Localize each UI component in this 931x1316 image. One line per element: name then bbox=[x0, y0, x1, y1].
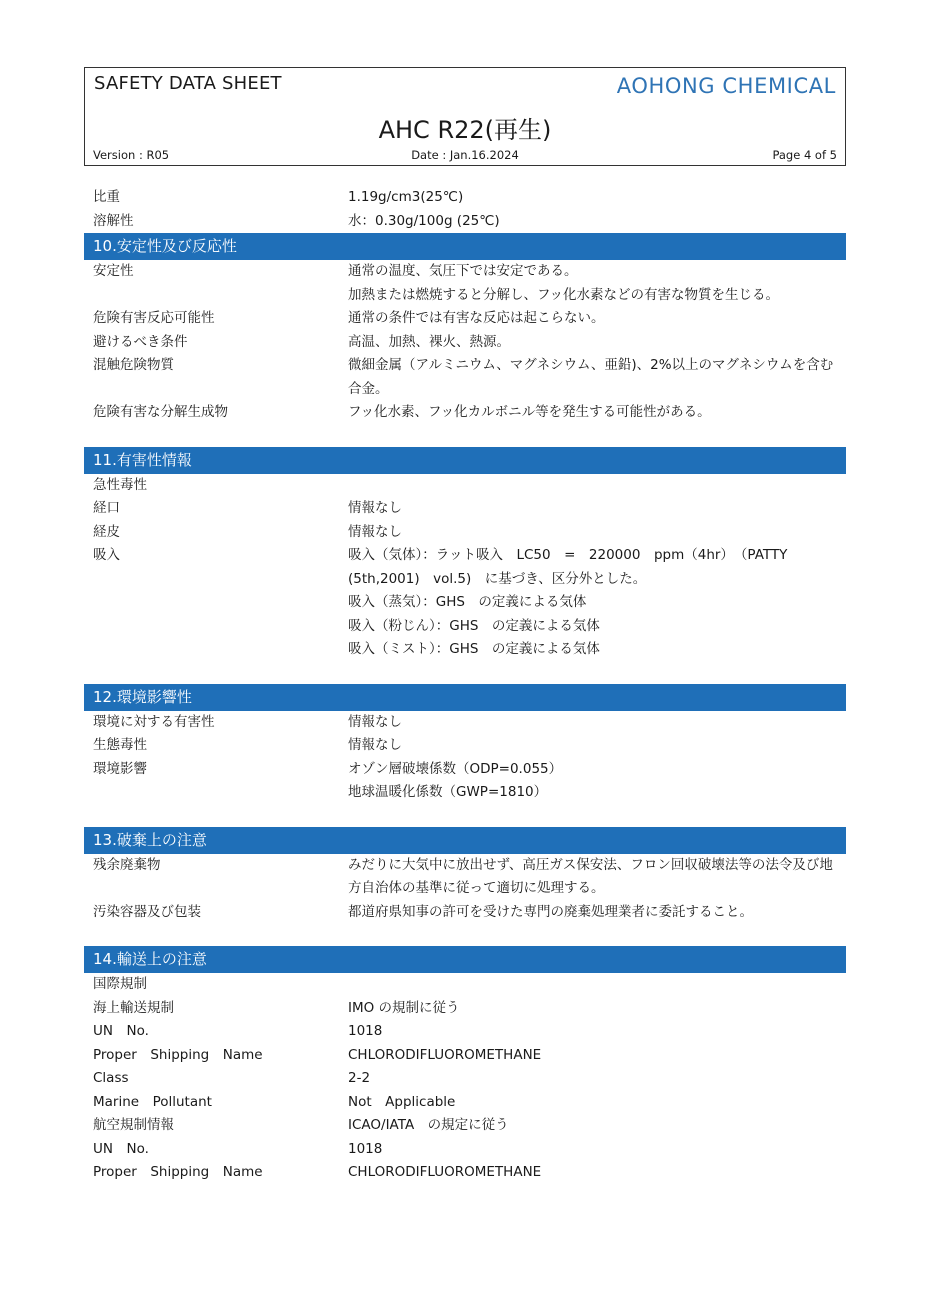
property-row bbox=[84, 210, 846, 234]
property-row bbox=[84, 354, 846, 401]
property-label: UN No. bbox=[93, 1140, 149, 1157]
property-row bbox=[84, 734, 846, 758]
property-row bbox=[84, 307, 846, 331]
property-value: 通常の温度、気圧下では安定である。 bbox=[348, 263, 578, 279]
property-value: みだりに大気中に放出せず、高圧ガス保安法、フロン回収破壊法等の法令及び地方自治体の基準に従って適切に処理する。 bbox=[348, 856, 833, 896]
property-value: 微細金属（アルミニウム、マグネシウム、亜鉛)、2%以上のマグネシウムを含む合金。 bbox=[348, 357, 834, 397]
property-label: 吸入 bbox=[93, 547, 120, 563]
property-label: 汚染容器及び包装 bbox=[93, 903, 201, 920]
property-label: 海上輸送規制 bbox=[93, 999, 174, 1016]
property-label: 危険有害な分解生成物 bbox=[93, 404, 228, 420]
property-row bbox=[84, 260, 846, 284]
property-label: 危険有害反応可能性 bbox=[93, 310, 215, 326]
property-label: 溶解性 bbox=[93, 212, 134, 229]
property-value: 情報なし bbox=[348, 737, 402, 753]
property-label: Proper Shipping Name bbox=[93, 1046, 263, 1063]
property-value: オゾン層破壊係数（ODP=0.055） bbox=[348, 760, 563, 777]
property-label: 航空規制情報 bbox=[93, 1117, 174, 1133]
document-type: SAFETY DATA SHEET bbox=[94, 73, 282, 94]
product-title: AHC R22(再生) bbox=[378, 116, 552, 144]
property-label: UN No. bbox=[93, 1023, 149, 1039]
property-label: 避けるべき条件 bbox=[93, 333, 188, 350]
property-label: 国際規制 bbox=[93, 976, 147, 992]
property-value: 1018 bbox=[348, 1023, 383, 1039]
property-row bbox=[84, 854, 846, 901]
property-label: 生態毒性 bbox=[93, 737, 147, 753]
property-label: 環境に対する有害性 bbox=[93, 713, 215, 730]
date: Date : Jan.16.2024 bbox=[411, 148, 519, 162]
property-value: 2-2 bbox=[348, 1070, 371, 1086]
spacer bbox=[84, 805, 846, 827]
property-label: Class bbox=[93, 1070, 129, 1086]
property-row bbox=[84, 638, 846, 662]
property-label: 経口 bbox=[93, 500, 120, 516]
property-value: 水：0.30g/100g (25℃) bbox=[348, 212, 500, 229]
property-label: 安定性 bbox=[93, 263, 134, 279]
property-value: 地球温暖化係数（GWP=1810） bbox=[348, 784, 548, 800]
property-row bbox=[84, 1020, 846, 1044]
property-label: 残余廃棄物 bbox=[93, 856, 161, 873]
property-row bbox=[84, 997, 846, 1021]
spacer bbox=[84, 425, 846, 447]
property-value: ICAO/IATA の規定に従う bbox=[348, 1117, 509, 1133]
property-value: IMO の規制に従う bbox=[348, 999, 460, 1016]
property-value: 吸入（粉じん）：GHS の定義による気体 bbox=[348, 617, 600, 634]
property-value: 情報なし bbox=[348, 713, 402, 730]
property-row bbox=[84, 1091, 846, 1115]
section-10-header: 10.安定性及び反応性 bbox=[84, 233, 846, 260]
spacer bbox=[84, 924, 846, 946]
property-label: 環境影響 bbox=[93, 760, 147, 777]
property-row bbox=[84, 521, 846, 545]
property-row bbox=[84, 284, 846, 308]
property-row bbox=[84, 973, 846, 997]
property-row bbox=[84, 1044, 846, 1068]
property-row bbox=[84, 758, 846, 782]
property-value: 1018 bbox=[348, 1140, 383, 1157]
property-value: フッ化水素、フッ化カルボニル等を発生する可能性がある。 bbox=[348, 404, 711, 420]
property-value: 吸入（気体）：ラット吸入 LC50 = 220000 ppm（4hr） （PATTY (5th,2001) vol.5) に基づき、区分外とした。 bbox=[348, 547, 801, 587]
property-value: 吸入（蒸気）：GHS の定義による気体 bbox=[348, 594, 587, 610]
property-value: 1.19g/cm3(25℃) bbox=[348, 189, 464, 205]
property-row bbox=[84, 401, 846, 425]
property-label: 経皮 bbox=[93, 523, 120, 540]
spacer bbox=[84, 662, 846, 684]
property-row bbox=[84, 1138, 846, 1162]
property-row bbox=[84, 1067, 846, 1091]
property-value: 高温、加熱、裸火、熱源。 bbox=[348, 333, 510, 350]
property-row bbox=[84, 615, 846, 639]
property-row bbox=[84, 186, 846, 210]
property-row bbox=[84, 497, 846, 521]
company-name: AOHONG CHEMICAL bbox=[616, 74, 836, 98]
version: Version : R05 bbox=[93, 148, 170, 162]
property-row bbox=[84, 781, 846, 805]
property-value: CHLORODIFLUOROMETHANE bbox=[348, 1046, 542, 1063]
property-value: 吸入（ミスト）：GHS の定義による気体 bbox=[348, 641, 600, 657]
property-label: 比重 bbox=[93, 189, 120, 205]
document-header bbox=[84, 67, 846, 166]
property-label: Proper Shipping Name bbox=[93, 1164, 263, 1180]
property-row bbox=[84, 711, 846, 735]
property-row bbox=[84, 1161, 846, 1185]
property-row bbox=[84, 544, 846, 591]
property-row bbox=[84, 591, 846, 615]
section-14-header: 14.輸送上の注意 bbox=[84, 946, 846, 973]
property-label: 混触危険物質 bbox=[93, 357, 174, 373]
property-label: Marine Pollutant bbox=[93, 1093, 212, 1110]
property-value: 情報なし bbox=[348, 523, 402, 540]
property-row bbox=[84, 1114, 846, 1138]
section-12-header: 12.環境影響性 bbox=[84, 684, 846, 711]
section-13-header: 13.破棄上の注意 bbox=[84, 827, 846, 854]
page-number: Page 4 of 5 bbox=[772, 148, 837, 162]
property-row bbox=[84, 331, 846, 355]
property-value: 情報なし bbox=[348, 500, 402, 516]
property-value: Not Applicable bbox=[348, 1093, 456, 1110]
property-row bbox=[84, 901, 846, 925]
property-value: 都道府県知事の許可を受けた専門の廃棄処理業者に委託すること。 bbox=[348, 903, 753, 920]
section-11-header: 11.有害性情報 bbox=[84, 447, 846, 474]
document-body bbox=[84, 186, 846, 1185]
property-value: 加熱または燃焼すると分解し、フッ化水素などの有害な物質を生じる。 bbox=[348, 286, 780, 303]
property-label: 急性毒性 bbox=[93, 476, 147, 493]
property-row bbox=[84, 474, 846, 498]
property-value: 通常の条件では有害な反応は起こらない。 bbox=[348, 310, 605, 326]
property-value: CHLORODIFLUOROMETHANE bbox=[348, 1164, 542, 1180]
